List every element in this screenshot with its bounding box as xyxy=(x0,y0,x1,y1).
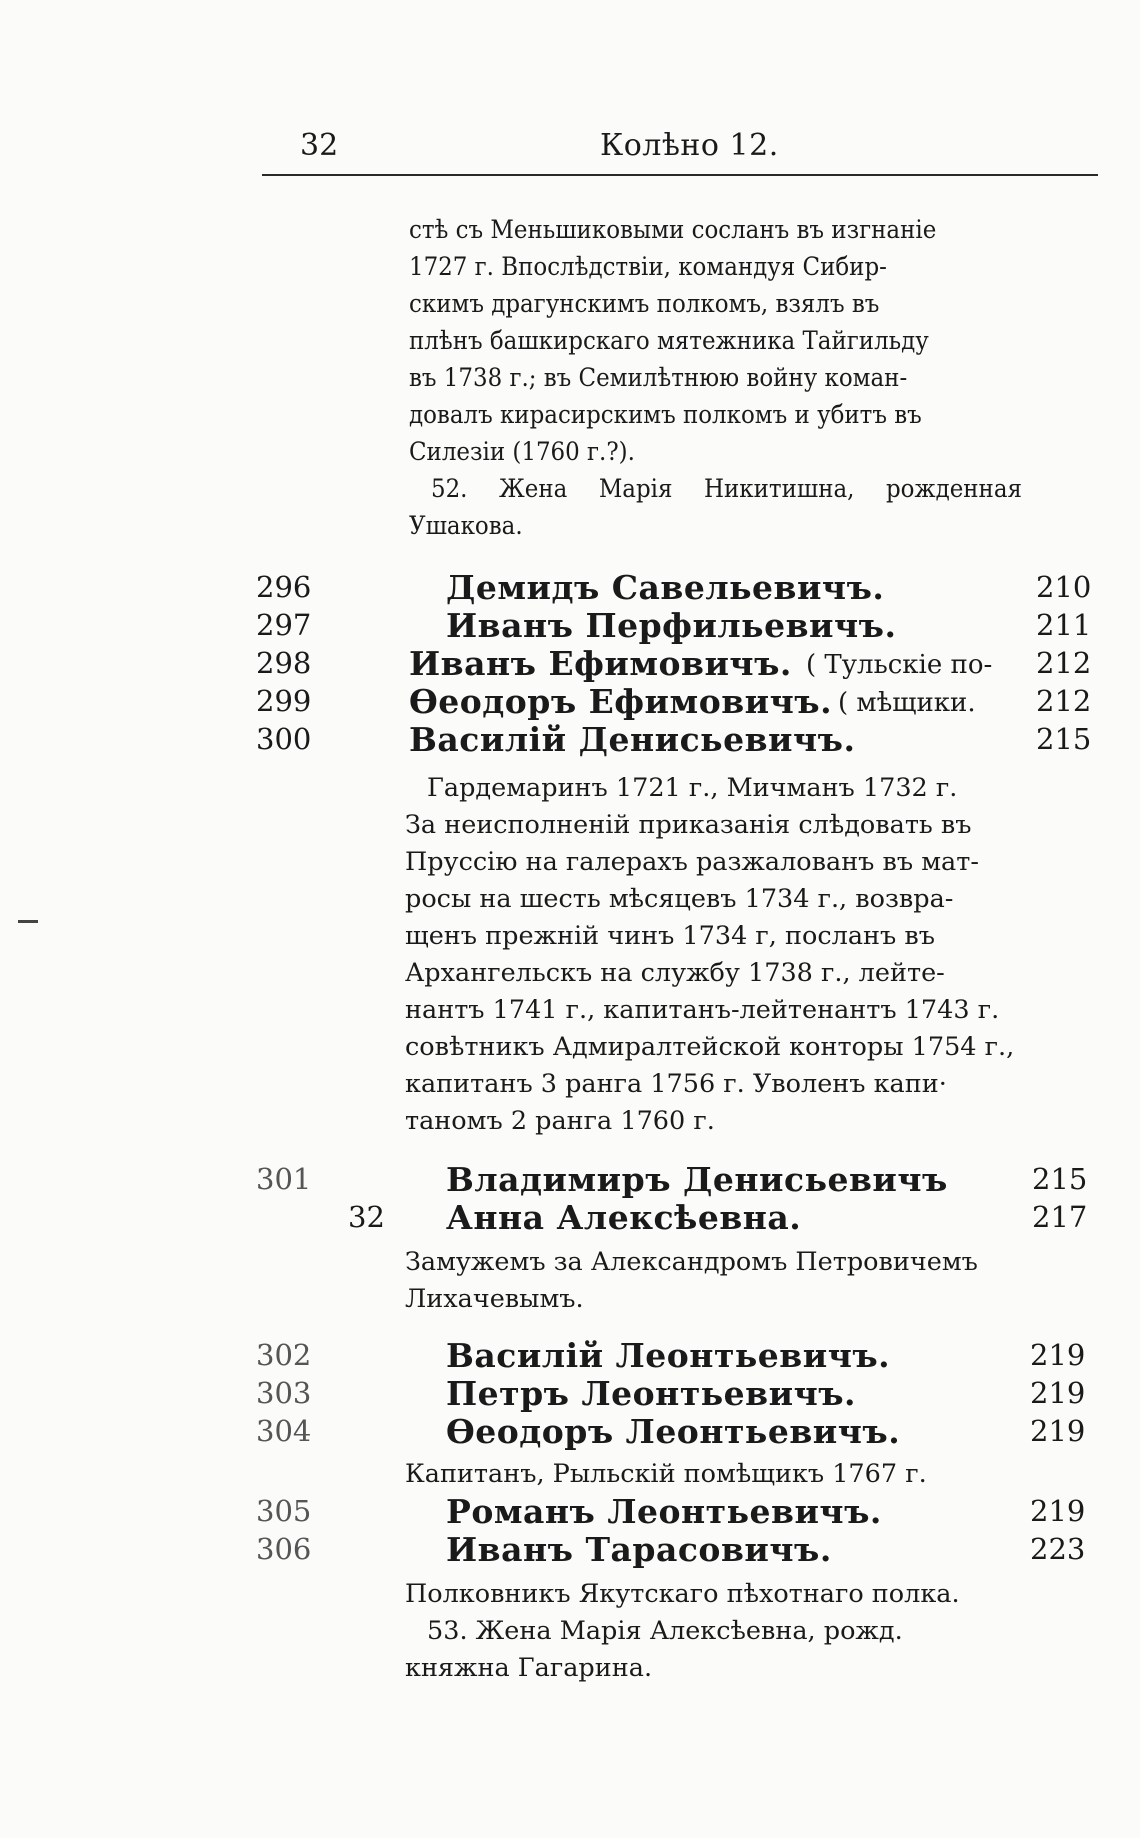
entry-297 xyxy=(0,606,1140,646)
entry-ref: 217 xyxy=(1032,1200,1088,1234)
entry-ref: 219 xyxy=(1030,1376,1086,1410)
entry-number: 298 xyxy=(256,646,312,680)
entry-ref: 212 xyxy=(1036,646,1092,680)
entry-296 xyxy=(0,568,1140,608)
text-line: совѣтникъ Адмиралтейской конторы 1754 г., xyxy=(405,1032,1015,1062)
entry-ref: 223 xyxy=(1030,1532,1086,1566)
entry-name: Романъ Леонтьевичъ. xyxy=(446,1492,882,1531)
intro-paragraph xyxy=(409,212,1022,545)
entry-ref: 212 xyxy=(1036,684,1092,718)
text-line: нантъ 1741 г., капитанъ-лейтенантъ 1743 г. xyxy=(405,995,1000,1025)
wife-note: 52. Жена Марія Никитишна, рожденная Ушакова. xyxy=(409,474,1022,541)
entry-ref: 210 xyxy=(1036,570,1092,604)
text-line: Замужемъ за Александромъ Петровичемъ xyxy=(405,1247,978,1277)
entry-number: 305 xyxy=(256,1494,312,1528)
text-line: За неисполненій приказанія слѣдовать въ xyxy=(405,810,972,840)
entry-number: 302 xyxy=(256,1338,312,1372)
entry-number: 297 xyxy=(256,608,312,642)
bio-300 xyxy=(405,770,1022,1140)
text-line: въ 1738 г.; въ Семилѣтнюю войну коман- xyxy=(409,363,908,393)
entry-ref: 219 xyxy=(1030,1414,1086,1448)
text-line: скимъ драгунскимъ полкомъ, взялъ въ xyxy=(409,289,880,319)
entry-number: 300 xyxy=(256,722,312,756)
text-line: довалъ кирасирскимъ полкомъ и убитъ въ xyxy=(409,400,922,430)
entry-name: Иванъ Тарасовичъ. xyxy=(446,1530,832,1569)
entry-ref: 219 xyxy=(1030,1338,1086,1372)
entry-number: 296 xyxy=(256,570,312,604)
text-line: 53. Жена Марія Алексѣевна, рожд. xyxy=(427,1616,903,1646)
text-line: Силезіи (1760 г.?). xyxy=(409,437,635,467)
entry-anna xyxy=(0,1198,1140,1238)
text-line: 1727 г. Впослѣдствіи, командуя Сибир- xyxy=(409,252,887,282)
text-line: таномъ 2 ранга 1760 г. xyxy=(405,1106,715,1136)
entry-298 xyxy=(0,644,1140,684)
entry-name: Анна Алексѣевна. xyxy=(446,1198,802,1237)
entry-number: 303 xyxy=(256,1376,312,1410)
entry-name: Василій Леонтьевичъ. xyxy=(446,1336,891,1375)
entry-name: Петръ Леонтьевичъ. xyxy=(446,1374,857,1413)
text-line: Лихачевымъ. xyxy=(405,1284,584,1314)
scan-mark xyxy=(18,920,38,923)
entry-name: Демидъ Савельевичъ. xyxy=(446,568,885,607)
entry-number: 301 xyxy=(256,1162,312,1196)
header-rule xyxy=(262,174,1098,176)
bio-anna xyxy=(405,1244,1022,1318)
text-line: Капитанъ, Рыльскій помѣщикъ 1767 г. xyxy=(405,1459,927,1489)
text-line: щенъ прежній чинъ 1734 г, посланъ въ xyxy=(405,921,935,951)
entry-ref: 219 xyxy=(1030,1494,1086,1528)
page-number: 32 xyxy=(300,128,339,163)
entry-name: Ѳеодоръ Леонтьевичъ. xyxy=(446,1412,901,1451)
entry-ref: 215 xyxy=(1032,1162,1088,1196)
entry-note: ( Тульскіе по- xyxy=(806,650,993,680)
entry-ref: 215 xyxy=(1036,722,1092,756)
entry-name: Иванъ Ефимовичъ. xyxy=(409,644,792,683)
text-line: плѣнъ башкирскаго мятежника Тайгильду xyxy=(409,326,929,356)
entry-305 xyxy=(0,1492,1140,1532)
entry-301 xyxy=(0,1160,1140,1200)
page-header xyxy=(262,128,1092,172)
entry-number: 304 xyxy=(256,1414,312,1448)
bio-304 xyxy=(405,1456,1022,1493)
entry-number: 306 xyxy=(256,1532,312,1566)
entry-ref: 211 xyxy=(1036,608,1092,642)
text-line: стѣ съ Меньшиковыми сосланъ въ изгнаніе xyxy=(409,215,937,245)
entry-306 xyxy=(0,1530,1140,1570)
text-line: Полковникъ Якутскаго пѣхотнаго полка. xyxy=(405,1579,960,1609)
entry-name: Иванъ Перфильевичъ. xyxy=(446,606,897,645)
entry-299 xyxy=(0,682,1140,722)
page-title: Колѣно 12. xyxy=(600,128,779,163)
text-line: княжна Гагарина. xyxy=(405,1653,653,1683)
entry-name: Владимиръ Денисьевичъ xyxy=(446,1160,948,1199)
entry-note: ( мѣщики. xyxy=(838,688,976,718)
text-line: Архангельскъ на службу 1738 г., лейте- xyxy=(405,958,945,988)
entry-name: Ѳеодоръ Ефимовичъ. xyxy=(409,682,833,721)
entry-304 xyxy=(0,1412,1140,1452)
entry-303 xyxy=(0,1374,1140,1414)
text-line: капитанъ 3 ранга 1756 г. Уволенъ капи· xyxy=(405,1069,947,1099)
text-line: росы на шесть мѣсяцевъ 1734 г., возвра- xyxy=(405,884,954,914)
entry-300 xyxy=(0,720,1140,760)
generation-number: 32 xyxy=(348,1200,385,1234)
entry-number: 299 xyxy=(256,684,312,718)
entry-302 xyxy=(0,1336,1140,1376)
entry-name: Василій Денисьевичъ. xyxy=(409,720,856,759)
bio-306 xyxy=(405,1576,1022,1687)
text-line: Пруссію на галерахъ разжалованъ въ мат- xyxy=(405,847,979,877)
text-line: Гардемаринъ 1721 г., Мичманъ 1732 г. xyxy=(427,773,958,803)
